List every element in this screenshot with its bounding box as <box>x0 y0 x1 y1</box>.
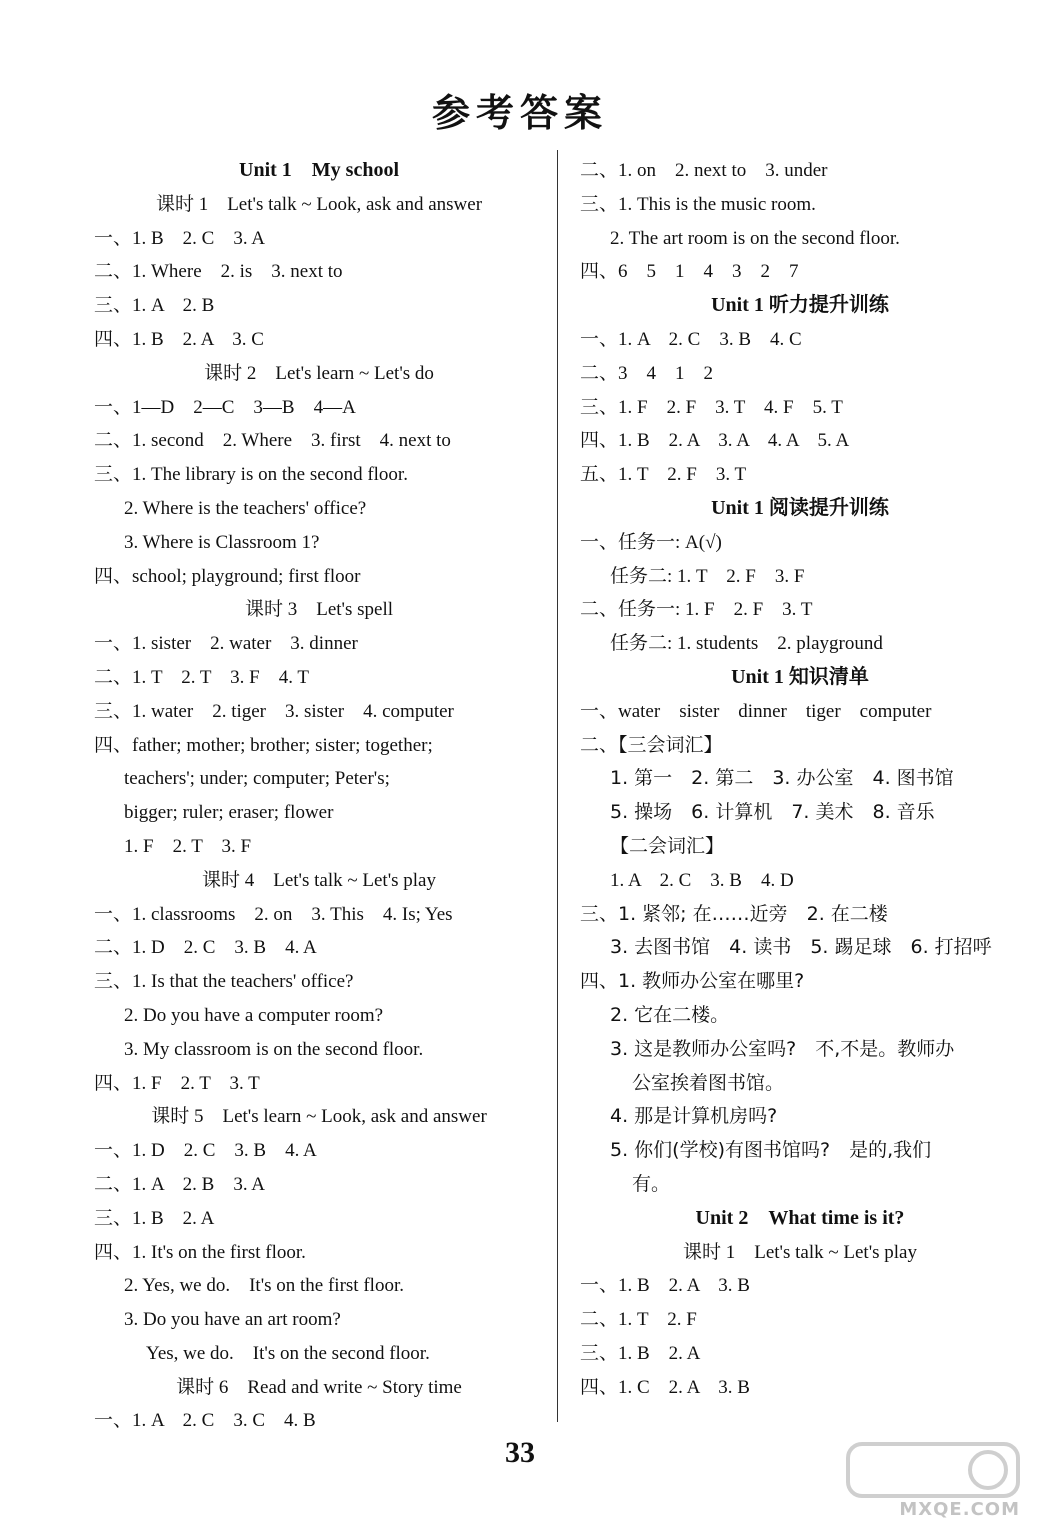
left-answer-line: 3. Do you have an art room? <box>124 1309 341 1331</box>
left-answer-line: 课时 6 Read and write ~ Story time <box>176 1376 462 1398</box>
right-answer-line: 四、1. B 2. A 3. A 4. A 5. A <box>580 430 850 452</box>
left-answer-line: 一、1—D 2—C 3—B 4—A <box>94 396 356 418</box>
right-answer-line: 三、1. This is the music room. <box>580 193 816 215</box>
right-answer-line: Unit 1 阅读提升训练 <box>711 496 889 519</box>
left-answer-line: 四、father; mother; brother; sister; together; <box>94 734 433 756</box>
right-answer-line: 二、任务一: 1. F 2. F 3. T <box>580 599 813 621</box>
left-answer-line: 3. Where is Classroom 1? <box>124 531 320 553</box>
left-answer-line: teachers'; under; computer; Peter's; <box>124 768 390 790</box>
right-answer-line: 三、1. F 2. F 3. T 4. F 5. T <box>580 396 843 418</box>
left-answer-line: 课时 4 Let's talk ~ Let's play <box>201 869 436 891</box>
right-answer-line: 二、【三会词汇】 <box>580 734 723 756</box>
page-title: 参考答案 <box>431 91 608 135</box>
column-divider <box>557 150 558 1422</box>
right-answer-line: 任务二: 1. students 2. playground <box>610 633 883 655</box>
left-answer-line: 二、1. second 2. Where 3. first 4. next to <box>94 430 451 452</box>
right-answer-line: 四、1. 教师办公室在哪里? <box>580 970 805 993</box>
left-answer-line: 二、1. Where 2. is 3. next to <box>94 261 343 283</box>
right-answer-line: 5. 操场 6. 计算机 7. 美术 8. 音乐 <box>610 801 935 824</box>
right-answer-line: 5. 你们(学校)有图书馆吗? 是的,我们 <box>610 1139 932 1162</box>
right-column <box>580 154 1020 1404</box>
right-answer-line: 四、6 5 1 4 3 2 7 <box>580 261 799 283</box>
right-answer-line: 4. 那是计算机房吗? <box>610 1105 778 1128</box>
left-answer-line: 一、1. classrooms 2. on 3. This 4. Is; Yes <box>94 903 453 925</box>
left-answer-line: 课时 3 Let's spell <box>244 599 394 621</box>
left-answer-line: 三、1. water 2. tiger 3. sister 4. computer <box>94 700 454 722</box>
page-number: 33 <box>505 1436 535 1469</box>
right-answer-line: 2. The art room is on the second floor. <box>610 227 900 249</box>
left-column <box>94 154 544 1438</box>
right-answer-line: 1. A 2. C 3. B 4. D <box>610 869 794 891</box>
right-answer-line: 3. 去图书馆 4. 读书 5. 踢足球 6. 打招呼 <box>610 936 992 959</box>
right-answer-line: 2. 它在二楼。 <box>610 1003 730 1026</box>
left-answer-line: 课时 5 Let's learn ~ Look, ask and answer <box>151 1106 487 1128</box>
right-answer-line: 课时 1 Let's talk ~ Let's play <box>682 1241 917 1263</box>
left-answer-line: 三、1. Is that the teachers' office? <box>94 971 354 993</box>
left-answer-line: 课时 1 Let's talk ~ Look, ask and answer <box>155 193 483 215</box>
left-answer-line: 二、1. D 2. C 3. B 4. A <box>94 937 317 959</box>
left-answer-line: Yes, we do. It's on the second floor. <box>146 1342 430 1364</box>
right-answer-line: 【二会词汇】 <box>610 835 725 857</box>
left-answer-line: Unit 1 My school <box>239 159 399 181</box>
right-answer-line: 1. 第一 2. 第二 3. 办公室 4. 图书馆 <box>610 767 954 790</box>
right-answer-line: 一、1. B 2. A 3. B <box>580 1275 750 1297</box>
right-answer-line: 公室挨着图书馆。 <box>632 1071 785 1094</box>
left-answer-line: 二、1. T 2. T 3. F 4. T <box>94 666 310 688</box>
left-answer-line: bigger; ruler; eraser; flower <box>124 802 334 824</box>
left-answer-line: 二、1. A 2. B 3. A <box>94 1173 266 1195</box>
right-answer-line: 一、任务一: A(√) <box>580 531 722 553</box>
left-answer-line: 四、school; playground; first floor <box>94 565 361 587</box>
watermark-text: MXQE.COM <box>899 1499 1020 1520</box>
right-answer-line: 二、1. on 2. next to 3. under <box>580 160 828 181</box>
left-answer-line: 一、1. A 2. C 3. C 4. B <box>94 1410 316 1432</box>
watermark <box>828 1436 1028 1526</box>
right-answer-line: 三、1. 紧邻; 在……近旁 2. 在二楼 <box>580 902 888 925</box>
right-answer-line: 五、1. T 2. F 3. T <box>580 464 747 486</box>
right-answer-line: 3. 这是教师办公室吗? 不,不是。教师办 <box>610 1037 955 1060</box>
left-answer-line: 一、1. D 2. C 3. B 4. A <box>94 1140 317 1162</box>
left-answer-line: 2. Yes, we do. It's on the first floor. <box>124 1275 404 1297</box>
right-answer-line: Unit 2 What time is it? <box>695 1206 905 1229</box>
right-answer-line: Unit 1 听力提升训练 <box>711 294 889 317</box>
right-answer-line: 三、1. B 2. A <box>580 1342 701 1364</box>
left-answer-line: 三、1. The library is on the second floor. <box>94 464 408 486</box>
left-answer-line: 四、1. It's on the first floor. <box>94 1241 306 1263</box>
left-answer-line: 一、1. B 2. C 3. A <box>94 227 266 249</box>
right-answer-line: Unit 1 知识清单 <box>731 665 869 688</box>
right-answer-line: 有。 <box>632 1172 671 1195</box>
right-answer-line: 二、3 4 1 2 <box>580 362 714 384</box>
left-answer-line: 3. My classroom is on the second floor. <box>124 1038 424 1060</box>
right-answer-line: 一、water sister dinner tiger computer <box>580 700 932 722</box>
right-answer-line: 任务二: 1. T 2. F 3. F <box>610 565 805 587</box>
left-answer-line: 1. F 2. T 3. F <box>124 835 252 857</box>
left-answer-line: 2. Where is the teachers' office? <box>124 497 367 519</box>
left-answer-line: 课时 2 Let's learn ~ Let's do <box>204 362 434 384</box>
right-answer-line: 一、1. A 2. C 3. B 4. C <box>580 328 802 350</box>
left-answer-line: 三、1. A 2. B <box>94 295 215 317</box>
left-answer-line: 四、1. F 2. T 3. T <box>94 1072 260 1094</box>
left-answer-line: 三、1. B 2. A <box>94 1207 215 1229</box>
left-answer-line: 2. Do you have a computer room? <box>124 1004 384 1026</box>
right-answer-line: 四、1. C 2. A 3. B <box>580 1376 750 1398</box>
left-answer-line: 四、1. B 2. A 3. C <box>94 328 264 350</box>
left-answer-line: 一、1. sister 2. water 3. dinner <box>94 633 358 655</box>
right-answer-line: 二、1. T 2. F <box>580 1309 697 1331</box>
